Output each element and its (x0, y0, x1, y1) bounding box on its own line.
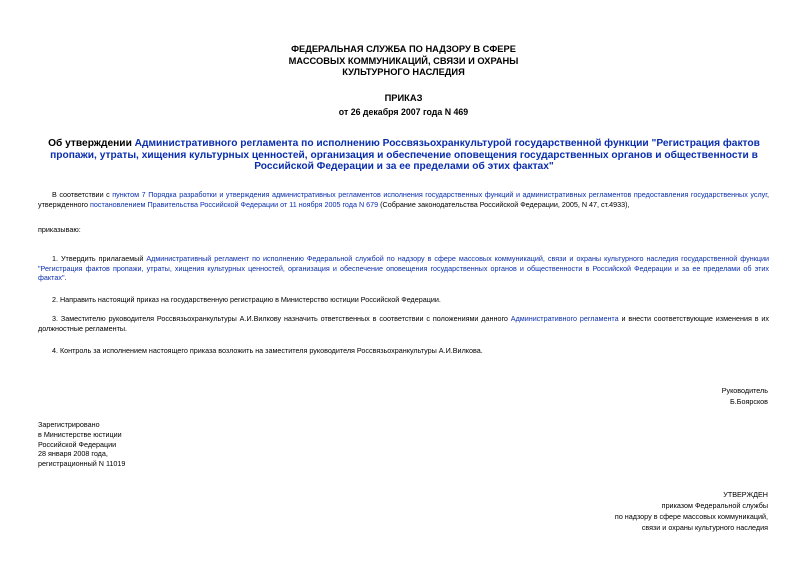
registration-line-5: регистрационный N 11019 (38, 459, 126, 469)
authority-line-3: КУЛЬТУРНОГО НАСЛЕДИЯ (342, 67, 465, 78)
signatory-name: Б.Боярсков (730, 396, 768, 406)
preamble-text-2: , утвержденного (38, 190, 769, 209)
issuing-authority (0, 44, 807, 79)
authority-line-1: ФЕДЕРАЛЬНАЯ СЛУЖБА ПО НАДЗОРУ В СФЕРЕ (291, 44, 516, 54)
order-item-1 (38, 254, 769, 283)
regulation-link[interactable]: Административный регламент по исполнению Федеральной службой по надзору в сфере массовых коммуникаций, связи и охраны культурного наследия государственной функции "Регистрация фактов пропажи, утраты, хищения культурных ценностей, организация и обеспечение оповещения государственных органов и общественности в Российской Федерации и за ее пределами об этих фактах" (38, 254, 769, 283)
approval-line-3: по надзору в сфере массовых коммуникаций, (614, 512, 768, 521)
approval-block (615, 489, 768, 533)
authority-line-2: МАССОВЫХ КОММУНИКАЦИЙ, СВЯЗИ И ОХРАНЫ (288, 55, 519, 66)
item-1-text: 1. Утвердить прилагаемый (52, 254, 147, 263)
procedure-point-7-link[interactable]: пунктом 7 Порядка разработки и утверждения административных регламентов исполнения государственных функций и административных регламентов предоставления государственных услуг (112, 190, 767, 199)
registration-line-1: Зарегистрировано (38, 420, 100, 429)
order-item-4: 4. Контроль за исполнением настоящего приказа возложить на заместителя руководителя Россвязьохранкультуры А.И.Вилкова. (52, 346, 483, 355)
preamble-paragraph (38, 190, 769, 209)
subject-prefix: Об утверждении (48, 138, 135, 149)
government-resolution-link[interactable]: постановлением Правительства Российской Федерации от 11 ноября 2005 года N 679 (90, 199, 379, 209)
registration-line-3: Российской Федерации (38, 439, 117, 449)
document-type: ПРИКАЗ (384, 93, 423, 103)
signature-block (722, 386, 768, 407)
preamble-text-1: В соответствии с (52, 190, 113, 199)
document-date-number: от 26 декабря 2007 года N 469 (338, 107, 469, 117)
item-1-end: . (64, 273, 67, 283)
preamble-text-3: (Собрание законодательства Российской Федерации, 2005, N 47, ст.4933), (378, 199, 630, 209)
orders-word: приказываю: (38, 225, 81, 234)
item-3-end: и внести соответствующие изменения в их должностные регламенты. (38, 314, 770, 333)
signatory-position: Руководитель (721, 386, 768, 395)
approval-line-1: УТВЕРЖДЕН (723, 490, 768, 499)
registration-block (38, 420, 125, 469)
approval-line-4: связи и охраны культурного наследия (641, 523, 768, 532)
approval-line-2: приказом Федеральной службы (661, 501, 768, 510)
order-item-2: 2. Направить настоящий приказ на государственную регистрацию в Министерство юстиции Российской Федерации. (52, 295, 441, 304)
document-subject (34, 138, 774, 173)
regulation-short-link[interactable]: Административного регламента (510, 314, 619, 323)
registration-line-4: 28 января 2008 года, (38, 449, 108, 459)
item-3-text: 3. Заместителю руководителя Россвязьохранкультуры А.И.Вилкову назначить ответственных в соответствии с положениями данного (52, 314, 511, 323)
registration-line-2: в Министерстве юстиции (38, 429, 122, 439)
regulation-title-link[interactable]: Административного регламента по исполнению Россвязьохранкультурой государственной функции "Регистрация фактов пропажи, утраты, хищения культурных ценностей, организация и обеспечение оповещения государственных органов и общественности в Российской Федерации и за ее пределами об этих фактах" (50, 138, 760, 173)
order-item-3 (38, 314, 769, 333)
